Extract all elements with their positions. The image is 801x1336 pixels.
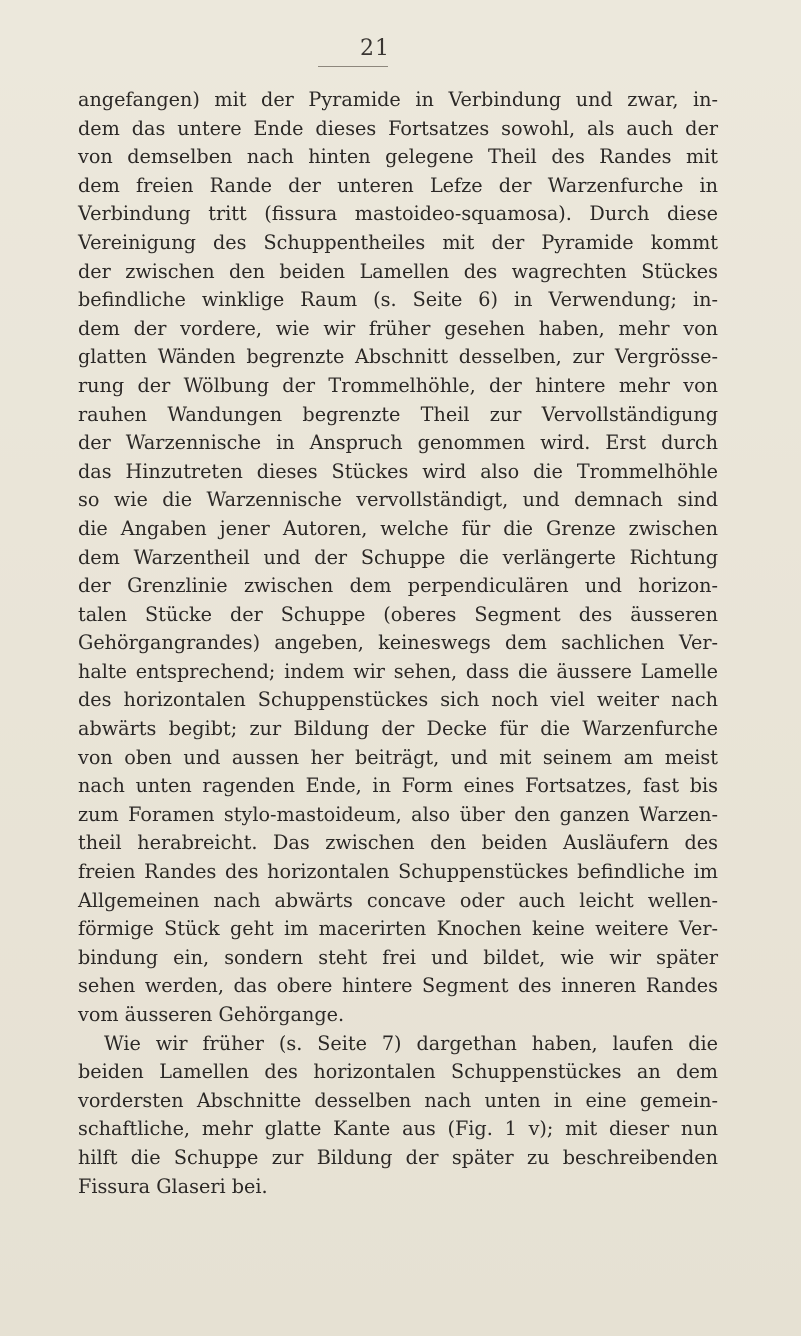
text-line: nach unten ragenden Ende, in Form eines Fortsatzes, fast bis: [78, 774, 718, 798]
text-line: Vereinigung des Schuppentheiles mit der Pyramide kommt: [78, 230, 718, 254]
text-line: Gehörgangrandes) angeben, keineswegs dem sachlichen Ver-: [78, 631, 718, 655]
text-line: schaftliche, mehr glatte Kante aus (Fig. 1 v); mit dieser nun: [78, 1117, 718, 1141]
text-line: der Warzennische in Anspruch genommen wird. Erst durch: [78, 431, 718, 455]
text-line: rung der Wölbung der Trommelhöhle, der hintere mehr von: [78, 373, 718, 397]
text-line: freien Randes des horizontalen Schuppenstückes befindliche im: [78, 860, 718, 884]
paragraph-1: [78, 86, 718, 1030]
text-line: beiden Lamellen des horizontalen Schuppenstückes an dem: [78, 1060, 718, 1084]
text-line: sehen werden, das obere hintere Segment des inneren Randes: [78, 974, 718, 998]
text-line: bindung ein, sondern steht frei und bildet, wie wir später: [78, 945, 718, 969]
text-line: förmige Stück geht im macerirten Knochen keine weitere Ver-: [78, 917, 718, 941]
text-line: hilft die Schuppe zur Bildung der später zu beschreibenden: [78, 1145, 718, 1169]
text-line: abwärts begibt; zur Bildung der Decke für die Warzenfurche: [78, 717, 718, 741]
text-line: Allgemeinen nach abwärts concave oder auch leicht wellen-: [78, 888, 718, 912]
text-line: vordersten Abschnitte desselben nach unten in eine gemein-: [78, 1088, 718, 1112]
paragraph-2: [78, 1030, 718, 1202]
text-line: Fissura Glaseri bei.: [78, 1174, 268, 1198]
text-line: dem Warzentheil und der Schuppe die verlängerte Richtung: [78, 545, 718, 569]
text-line: talen Stücke der Schuppe (oberes Segment des äusseren: [78, 602, 718, 626]
text-line: glatten Wänden begrenzte Abschnitt desselben, zur Vergrösse-: [78, 345, 718, 369]
text-line: rauhen Wandungen begrenzte Theil zur Vervollständigung: [78, 402, 718, 426]
text-line: befindliche winklige Raum (s. Seite 6) in Verwendung; in-: [78, 288, 718, 312]
body-text: [78, 86, 718, 1201]
header-rule: [318, 66, 388, 67]
text-line: Verbindung tritt (fissura mastoideo-squamosa). Durch diese: [78, 202, 718, 226]
text-line: dem der vordere, wie wir früher gesehen haben, mehr von: [78, 316, 718, 340]
text-line: der Grenzlinie zwischen dem perpendiculären und horizon-: [78, 574, 718, 598]
page-number: 21: [360, 36, 390, 61]
text-line: des horizontalen Schuppenstückes sich noch viel weiter nach: [78, 688, 718, 712]
text-line: von oben und aussen her beiträgt, und mit seinem am meist: [78, 745, 718, 769]
text-line: der zwischen den beiden Lamellen des wagrechten Stückes: [78, 259, 718, 283]
text-line: so wie die Warzennische vervollständigt, und demnach sind: [78, 488, 718, 512]
text-line: dem freien Rande der unteren Lefze der Warzenfurche in: [78, 173, 718, 197]
text-line: vom äusseren Gehörgange.: [78, 1003, 345, 1026]
text-line: halte entsprechend; indem wir sehen, dass die äussere Lamelle: [78, 659, 718, 683]
text-line: das Hinzutreten dieses Stückes wird also die Trommelhöhle: [78, 459, 718, 483]
text-line: von demselben nach hinten gelegene Theil des Randes mit: [78, 145, 718, 169]
text-line: zum Foramen stylo-mastoideum, also über den ganzen Warzen-: [78, 802, 718, 826]
text-line: dem das untere Ende dieses Fortsatzes sowohl, als auch der: [78, 116, 718, 140]
text-line: Wie wir früher (s. Seite 7) dargethan haben, laufen die: [104, 1031, 718, 1055]
text-line: theil herabreicht. Das zwischen den beiden Ausläufern des: [78, 831, 718, 855]
text-line: die Angaben jener Autoren, welche für die Grenze zwischen: [78, 516, 718, 540]
text-line: angefangen) mit der Pyramide in Verbindung und zwar, in-: [78, 88, 718, 111]
